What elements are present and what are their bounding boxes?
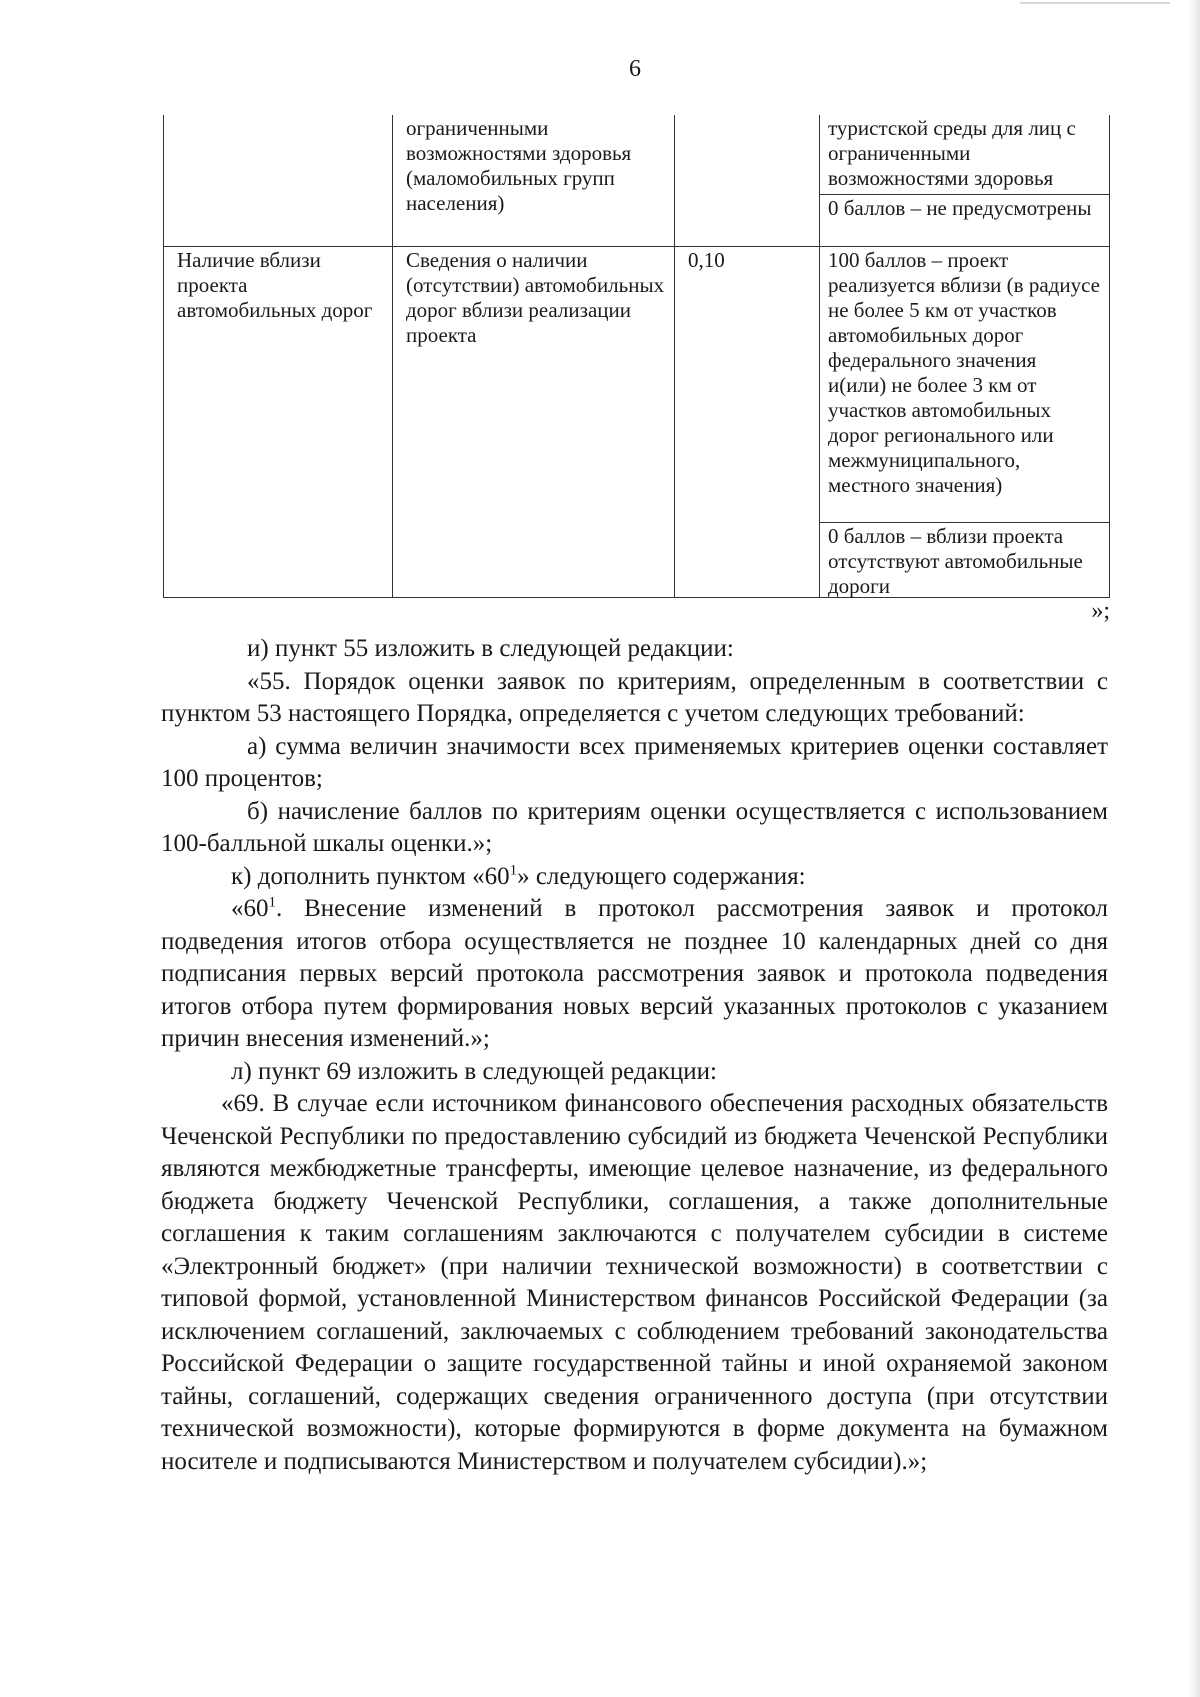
text-run: . Внесение изменений в протокол рассмотрения заявок и протокол подведения итогов отбора осуществляется не позднее 10 календарных дней со дня подписания первых версий протокола рассмотрения заявок и протокола подведения итогов отбора путем формирования новых версий указанных протоколов с указанием причин внесения изменений.»; xyxy=(161,895,1108,1052)
table-cell-weight: 0,10 xyxy=(675,247,820,598)
paragraph: а) сумма величин значимости всех применяемых критериев оценки составляет 100 процентов; xyxy=(161,732,1108,792)
table-cell-scores xyxy=(820,115,1110,247)
quote-end: »; xyxy=(1091,598,1110,624)
paragraph: и) пункт 55 изложить в следующей редакции: xyxy=(247,635,734,662)
table-cell-description: ограниченными возможностями здоровья (маломобильных групп населения) xyxy=(393,115,675,247)
paragraph xyxy=(161,893,1108,1056)
table-cell-criterion xyxy=(164,115,393,247)
document-body xyxy=(161,633,1108,1478)
text-run: » следующего содержания: xyxy=(517,862,806,890)
score-option xyxy=(820,247,1109,522)
table-cell-criterion: Наличие вблизи проекта автомобильных дорог xyxy=(164,247,393,598)
score-option-line: 100 баллов – проект реализуется вблизи (в радиусе не более 5 км от участков автомобильных дорог федерального значения xyxy=(828,248,1100,372)
criteria-table xyxy=(163,115,1110,598)
text-run: к) дополнить пунктом «60 xyxy=(231,862,510,890)
table-cell-weight xyxy=(675,115,820,247)
scan-page-shadow xyxy=(1188,0,1200,1697)
page-number: 6 xyxy=(629,56,641,82)
superscript: 1 xyxy=(268,894,276,911)
table-row xyxy=(164,247,1110,598)
paragraph xyxy=(161,861,1108,894)
paragraph: «69. В случае если источником финансового обеспечения расходных обязательств Чеченской Республики по предоставлению субсидий из бюджета Чеченской Республики являются межбюджетные трансферты, имеющие целевое назначение, из федерального бюджета бюджету Чеченской Республики, соглашения, а также дополнительные соглашения к таким соглашениям заключаются с получателем субсидии в системе «Электронный бюджет» (при наличии технической возможности) в соответствии с типовой формой, установленной Министерством финансов Российской Федерации (за исключением соглашений, заключаемых с соблюдением требований законодательства Российской Федерации о защите государственной тайны и иной охраняемой законом тайны, соглашений, содержащих сведения ограниченного доступа (при отсутствии технической возможности), которые формируются в форме документа на бумажном носителе и подписываются Министерством и получателем субсидии).»; xyxy=(161,1090,1108,1475)
table-cell-scores xyxy=(820,247,1110,598)
score-option: туристской среды для лиц с ограниченными возможностями здоровья xyxy=(828,116,1076,190)
paragraph: «55. Порядок оценки заявок по критериям, определенным в соответствии с пунктом 53 настоящего Порядка, определяется с учетом следующих требований: xyxy=(161,667,1108,727)
scan-edge-line xyxy=(1020,2,1170,4)
score-option: 0 баллов – не предусмотрены xyxy=(820,194,1109,245)
score-option-line: и(или) не более 3 км от участков автомобильных дорог регионального или межмуниципального, местного значения) xyxy=(828,373,1054,497)
paragraph: б) начисление баллов по критериям оценки осуществляется с использованием 100-балльной шкалы оценки.»; xyxy=(161,797,1108,857)
table-cell-description: Сведения о наличии (отсутствии) автомобильных дорог вблизи реализации проекта xyxy=(393,247,675,598)
paragraph: л) пункт 69 изложить в следующей редакции: xyxy=(231,1057,717,1085)
text-run: «60 xyxy=(231,895,269,922)
score-option: 0 баллов – вблизи проекта отсутствуют автомобильные дороги xyxy=(820,522,1109,597)
superscript: 1 xyxy=(509,862,518,879)
table-row xyxy=(164,115,1110,247)
